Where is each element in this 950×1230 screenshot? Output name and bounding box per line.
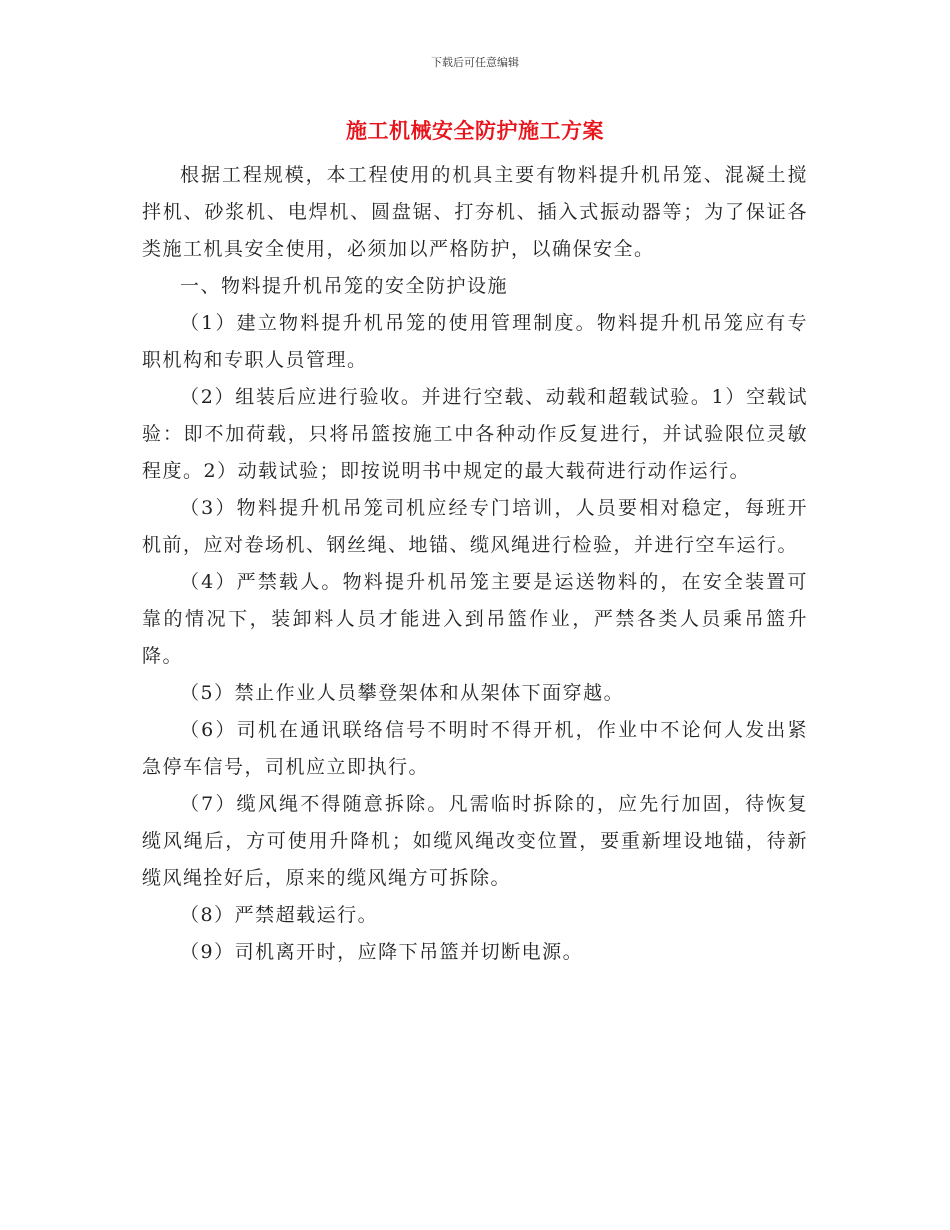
list-item-4: （4）严禁载人。物料提升机吊笼主要是运送物料的，在安全装置可靠的情况下，装卸料人员才能进入到吊篮作业，严禁各类人员乘吊篮升降。: [142, 571, 808, 667]
list-item-2: （2）组装后应进行验收。并进行空载、动载和超载试验。1）空载试验：即不加荷载，只将吊篮按施工中各种动作反复进行，并试验限位灵敏程度。2）动载试验；即按说明书中规定的最大载荷进行动作运行。: [142, 386, 808, 482]
section-heading: 一、物料提升机吊笼的安全防护设施: [180, 275, 509, 297]
document-body: [142, 157, 808, 971]
list-item-8: （8）严禁超载运行。: [180, 904, 379, 926]
document-title: 施工机械安全防护施工方案: [346, 119, 604, 143]
intro-paragraph: 根据工程规模，本工程使用的机具主要有物料提升机吊笼、混凝土搅拌机、砂浆机、电焊机、圆盘锯、打夯机、插入式振动器等；为了保证各类施工机具安全使用，必须加以严格防护，以确保安全。: [142, 164, 808, 260]
list-item-3: （3）物料提升机吊笼司机应经专门培训，人员要相对稳定，每班开机前，应对卷场机、钢丝绳、地锚、缆风绳进行检验，并进行空车运行。: [142, 497, 808, 556]
header-note: 下载后可任意编辑: [431, 56, 519, 69]
list-item-9: （9）司机离开时，应降下吊篮并切断电源。: [180, 941, 584, 963]
list-item-6: （6）司机在通讯联络信号不明时不得开机，作业中不论何人发出紧急停车信号，司机应立即执行。: [142, 719, 808, 778]
list-item-1: （1）建立物料提升机吊笼的使用管理制度。物料提升机吊笼应有专职机构和专职人员管理。: [142, 312, 808, 371]
list-item-5: （5）禁止作业人员攀登架体和从架体下面穿越。: [180, 682, 625, 704]
list-item-7: （7）缆风绳不得随意拆除。凡需临时拆除的，应先行加固，待恢复缆风绳后，方可使用升降机；如缆风绳改变位置，要重新埋设地锚，待新缆风绳拴好后，原来的缆风绳方可拆除。: [142, 793, 808, 889]
